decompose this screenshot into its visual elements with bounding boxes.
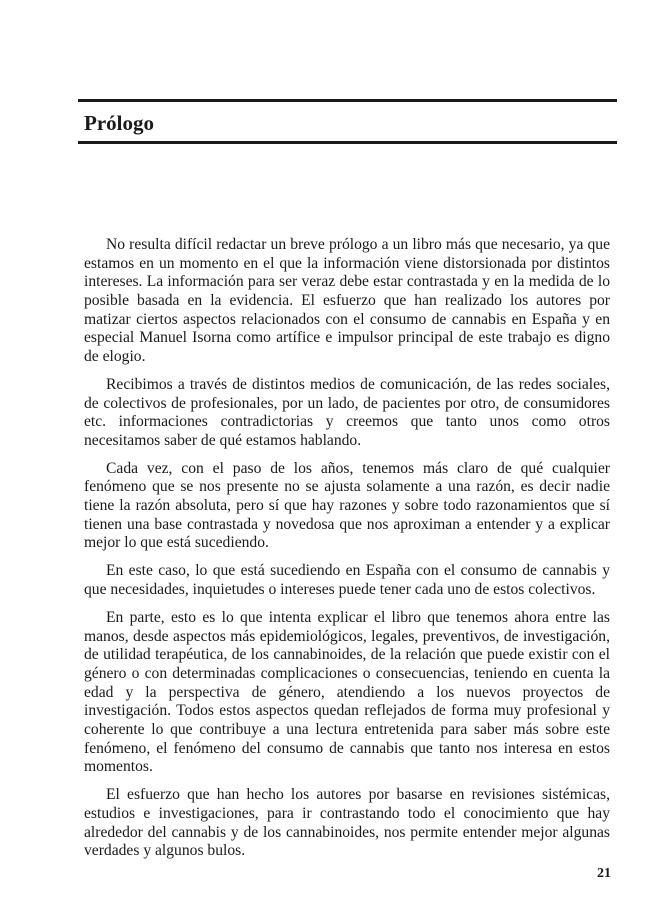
title-bottom-rule xyxy=(78,141,617,144)
paragraph: No resulta difícil redactar un breve prólogo a un libro más que necesario, ya que estamos en un momento en el que la información viene distorsionada por distintos intereses. La información para ser veraz debe estar contrastada y en la medida de lo posible basada en la evidencia. El esfuerzo que han realizado los autores por matizar ciertos aspectos relacionados con el consumo de cannabis en España y en especial Manuel Isorna como artífice e impulsor principal de este trabajo es digno de elogio. xyxy=(84,236,610,365)
chapter-title: Prólogo xyxy=(84,111,154,135)
paragraph: Cada vez, con el paso de los años, tenemos más claro de qué cualquier fenómeno que se nos presente no se ajusta solamente a una razón, es decir nadie tiene la razón absoluta, pero sí que hay razones y sobre todo razonamientos que sí tienen una base contrastada y novedosa que nos aproximan a entender y a explicar mejor lo que está sucediendo. xyxy=(84,459,610,552)
paragraph: El esfuerzo que han hecho los autores por basarse en revisiones sistémicas, estudios e investigaciones, para ir contrastando todo el conocimiento que hay alrededor del cannabis y de los cannabinoides, nos permite entender mejor algunas verdades y algunos bulos. xyxy=(84,786,610,860)
paragraph: En este caso, lo que está sucediendo en España con el consumo de cannabis y que necesidades, inquietudes o intereses puede tener cada uno de estos colectivos. xyxy=(84,562,610,599)
page-number: 21 xyxy=(597,866,611,881)
paragraph: En parte, esto es lo que intenta explicar el libro que tenemos ahora entre las manos, desde aspectos más epidemiológicos, legales, preventivos, de investigación, de utilidad terapéutica, de los cannabinoides, de la relación que puede existir con el género o con determinadas complicaciones o consecuencias, teniendo en cuenta la edad y la perspectiva de género, atendiendo a los nuevos proyectos de investigación. Todos estos aspectos quedan reflejados de forma muy profesional y coherente lo que contribuye a una lectura entretenida para saber más sobre este fenómeno, el fenómeno del consumo de cannabis que tanto nos interesa en estos momentos. xyxy=(84,609,610,776)
title-top-rule xyxy=(78,99,617,102)
body-text xyxy=(84,236,610,870)
paragraph: Recibimos a través de distintos medios de comunicación, de las redes sociales, de colectivos de profesionales, por un lado, de pacientes por otro, de consumidores etc. informaciones contradictorias y creemos que tanto unos como otros necesitamos saber de qué estamos hablando. xyxy=(84,375,610,449)
